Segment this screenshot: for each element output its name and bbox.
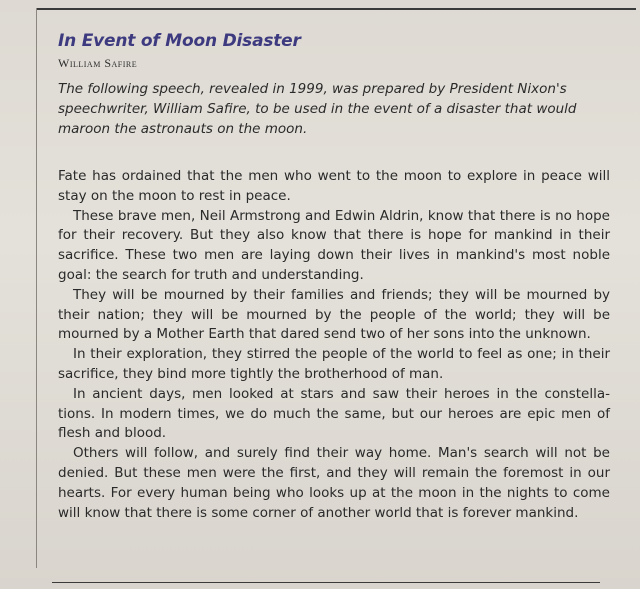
speech-paragraph-6: Others will follow, and surely find their way home. Man's search will not be denied. But these men were the first, and they will remain the foremost in our hearts. For every human being who looks up at the moon in the nights to come will know that there is some corner of another world that is forever mankind. [58,445,610,521]
speech-paragraph-3: They will be mourned by their families and friends; they will be mourned by their nation; they will be mourned by the people of the world; they will be mourned by a Mother Earth that dared send two of her sons into the unknown. [58,286,610,343]
speech-paragraph-1: Fate has ordained that the men who went to the moon to explore in peace will stay on the moon to rest in peace. [58,168,610,204]
top-rule [36,8,636,10]
article-intro: The following speech, revealed in 1999, was prepared by President Nixon's speechwriter, William Safire, to be used in the event of a disaster that would maroon the astronauts on the moon. [58,81,577,137]
side-rule [36,8,37,568]
speech-body [58,167,610,523]
speech-paragraph-2: These brave men, Neil Armstrong and Edwin Aldrin, know that there is no hope for their recovery. But they also know that there is hope for mankind in their sacrifice. These two men are laying down their lives in mankind's most noble goal: the search for truth and understanding. [58,207,610,283]
speech-paragraph-4: In their exploration, they stirred the people of the world to feel as one; in their sacrifice, they bind more tightly the brotherhood of man. [58,346,610,382]
article [58,30,610,523]
article-author: William Safire [58,56,138,70]
article-title: In Event of Moon Disaster [58,31,301,51]
speech-paragraph-5: In ancient days, men looked at stars and saw their heroes in the constella-tions. In modern times, we do much the same, but our heroes are epic men of flesh and blood. [58,385,610,442]
bottom-rule [52,582,600,583]
